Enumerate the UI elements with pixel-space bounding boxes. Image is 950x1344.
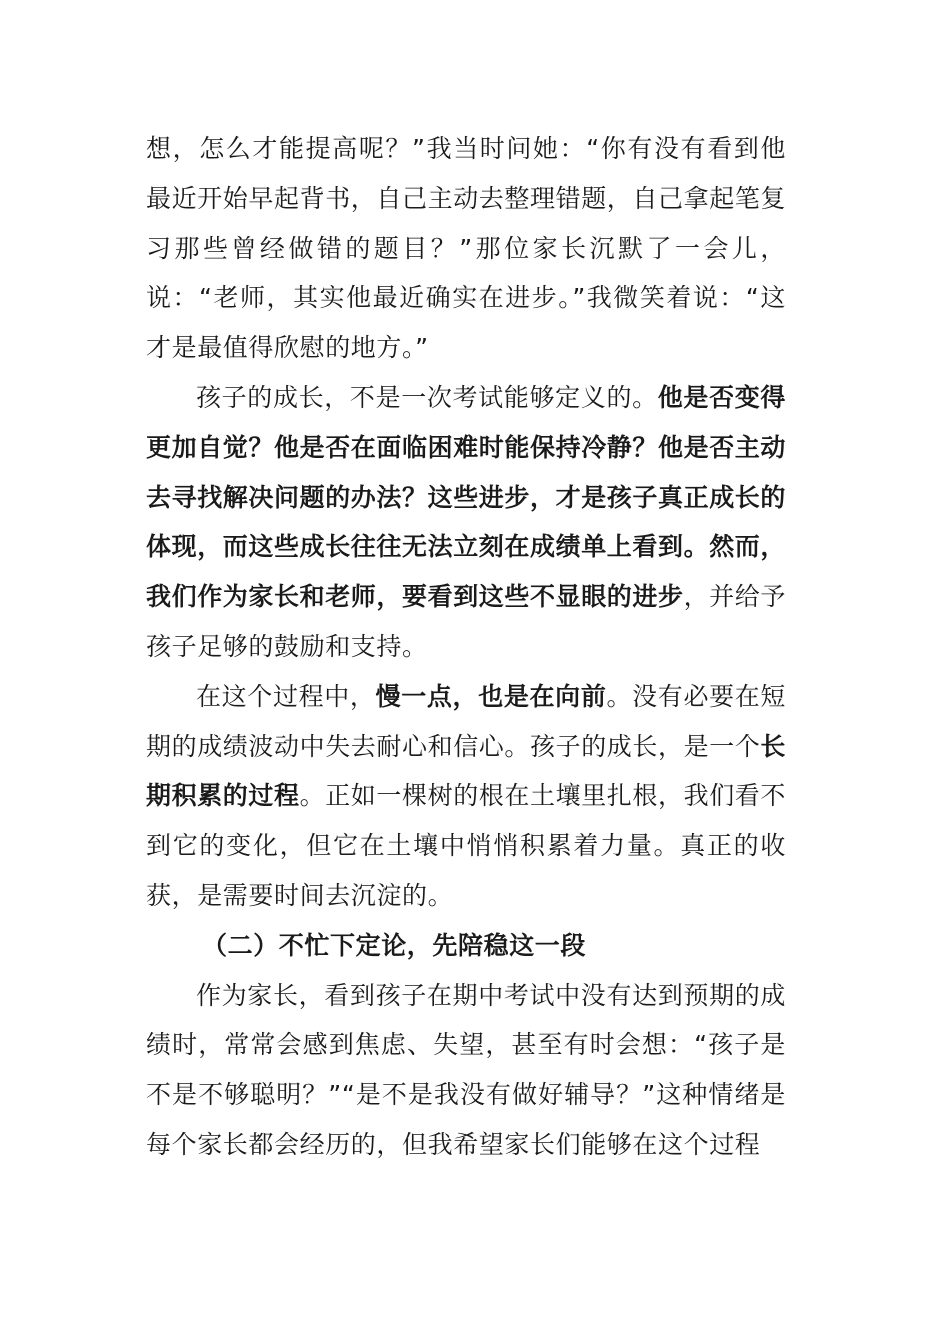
bold-emphasis: 慢一点，也是在向前 xyxy=(375,681,607,711)
paragraph-continuation xyxy=(146,124,786,373)
text-segment: 作为家长，看到孩子在期中考试中没有达到预期的成绩时，常常会感到焦虑、失望，甚至有时会想：“孩子是不是不够聪明？”“是不是我没有做好辅导？”这种情绪是每个家长都会经历的，但我希望家长们能够在这个过程 xyxy=(146,980,786,1159)
heading-text: （二）不忙下定论，先陪稳这一段 xyxy=(202,930,587,960)
document-body xyxy=(146,124,786,1170)
bold-emphasis: 他是否变得更加自觉？他是否在面临困难时能保持冷静？他是否主动去寻找解决问题的办法？这些进步，才是孩子真正成长的体现，而这些成长往往无法立刻在成绩单上看到。然而，我们作为家长和老师，要看到这些不显眼的进步 xyxy=(146,382,787,612)
paragraph-growth-definition xyxy=(146,373,786,672)
text-segment: 。没有必要在短期的成绩波动中失去耐心和信心。孩子的成长，是一个 xyxy=(146,681,787,761)
text-segment: 。正如一棵树的根在土壤里扎根，我们看不到它的变化，但它在土壤中悄悄积累着力量。真正的收获，是需要时间去沉淀的。 xyxy=(146,781,787,910)
text-segment: 想，怎么才能提高呢？”我当时问她：“你有没有看到他最近开始早起背书，自己主动去整理错题，自己拿起笔复习那些曾经做错的题目？”那位家长沉默了一会儿，说：“老师，其实他最近确实在进步。”我微笑着说：“这才是最值得欣慰的地方。” xyxy=(146,134,787,363)
paragraph-slow-progress xyxy=(146,672,786,921)
bold-emphasis: 长期积累的过程 xyxy=(146,731,787,811)
text-segment: 在这个过程中， xyxy=(196,681,376,711)
paragraph-parent-anxiety xyxy=(146,971,786,1170)
text-segment: 孩子的成长，不是一次考试能够定义的。 xyxy=(196,382,658,412)
section-heading xyxy=(146,921,786,971)
text-segment: ，并给予孩子足够的鼓励和支持。 xyxy=(146,582,787,661)
